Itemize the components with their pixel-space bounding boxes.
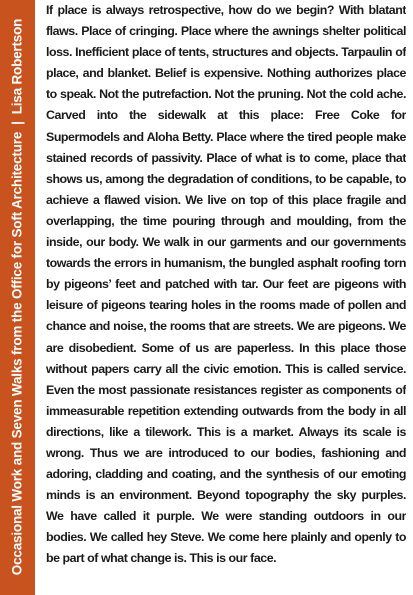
book-title: Occasional Work and Seven Walks from the Office for Soft Architecture	[9, 131, 25, 576]
body-paragraph: If place is always retrospective, how do we begin? With blatant flaws. Place of cringing. Place where the awnings shelter political loss. Inefficient place of tents, structures and objects. Tarpaulin of place, and blanket. Belief is expensive. Nothing authorizes place to speak. Not the putrefaction. Not the pruning. Not the cold ache. Carved into the sidewalk at this place: Free Coke for Supermodels and Aloha Betty. Place where the tired people make stained records of passivity. Place of what is to come, place that shows us, among the degradation of conditions, to be capable, to achieve a flawed vision. We live on top of this place fragile and overlapping, the time pouring through and moulding, from the inside, our body. We walk in our garments and our governments towards the errors in humanism, the bungled asphalt roofing torn by pigeons’ feet and patched with tar. Our feet are pigeons with leisure of pigeons tearing holes in the rooms made of pollen and chance and noise, the rooms that are streets. We are pigeons. We are disobedient. Some of us are paperless. In this place those without papers carry all the civic emotion. This is called service. Even the most passionate resistances register as components of immeasurable repetition extending outwards from the body in all directions, like a tilework. This is a market. Always its scale is wrong. Thus we are introduced to our bodies, fashioning and adoring, cladding and coating, and the synthesis of our emoting minds is an environment. Beyond topography the sky purples. We have called it purple. We were standing outdoors in our bodies. We called hey Steve. We come here plainly and openly to be part of what change is. This is our face.	[46, 3, 406, 566]
title-author-separator: |	[9, 121, 25, 125]
sidebar-spine	[0, 0, 35, 595]
author-name: Lisa Robertson	[9, 18, 25, 115]
spine-text	[10, 2, 25, 592]
